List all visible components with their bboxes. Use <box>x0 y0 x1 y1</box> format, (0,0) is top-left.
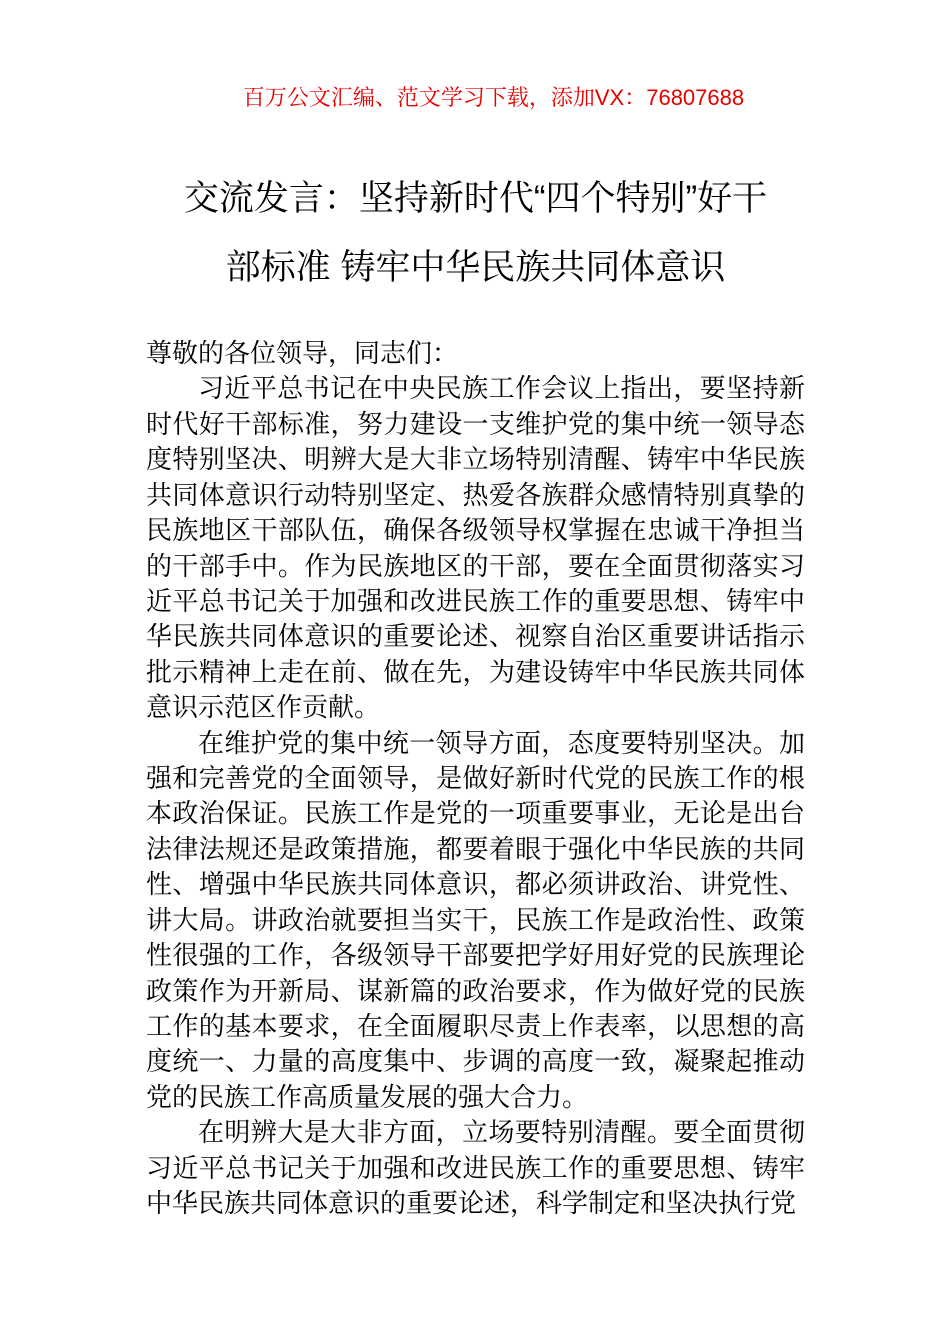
title-line-2: 部标准 铸牢中华民族共同体意识 <box>225 248 726 287</box>
document-body <box>146 336 805 1222</box>
salutation-line: 尊敬的各位领导，同志们： <box>146 338 459 368</box>
paragraph-2: 在维护党的集中统一领导方面，态度要特别坚决。加强和完善党的全面领导，是做好新时代党的民族工作的根本政治保证。民族工作是党的一项重要事业，无论是出台法律法规还是政策措施，都要着眼于强化中华民族的共同性、增强中华民族共同体意识，都必须讲政治、讲党性、讲大局。讲政治就要担当实干，民族工作是政治性、政策性很强的工作，各级领导干部要把学好用好党的民族理论政策作为开新局、谋新篇的政治要求，作为做好党的民族工作的基本要求，在全面履职尽责上作表率，以思想的高度统一、力量的高度集中、步调的高度一致，凝聚起推动党的民族工作高质量发展的强大合力。 <box>146 727 805 1112</box>
document-title <box>146 164 805 302</box>
paragraph-3: 在明辨大是大非方面，立场要特别清醒。要全面贯彻习近平总书记关于加强和改进民族工作的重要思想、铸牢中华民族共同体意识的重要论述，科学制定和坚决执行党 <box>146 1117 805 1219</box>
title-line-1: 交流发言：坚持新时代“四个特别”好干 <box>183 179 768 218</box>
paragraph-1: 习近平总书记在中央民族工作会议上指出，要坚持新时代好干部标准，努力建设一支维护党的集中统一领导态度特别坚决、明辨大是大非立场特别清醒、铸牢中华民族共同体意识行动特别坚定、热爱各族群众感情特别真挚的民族地区干部队伍，确保各级领导权掌握在忠诚干净担当的干部手中。作为民族地区的干部，要在全面贯彻落实习近平总书记关于加强和改进民族工作的重要思想、铸牢中华民族共同体意识的重要论述、视察自治区重要讲话指示批示精神上走在前、做在先，为建设铸牢中华民族共同体意识示范区作贡献。 <box>146 373 805 723</box>
promo-header-text: 百万公文汇编、范文学习下载，添加VX：76807688 <box>242 85 745 110</box>
